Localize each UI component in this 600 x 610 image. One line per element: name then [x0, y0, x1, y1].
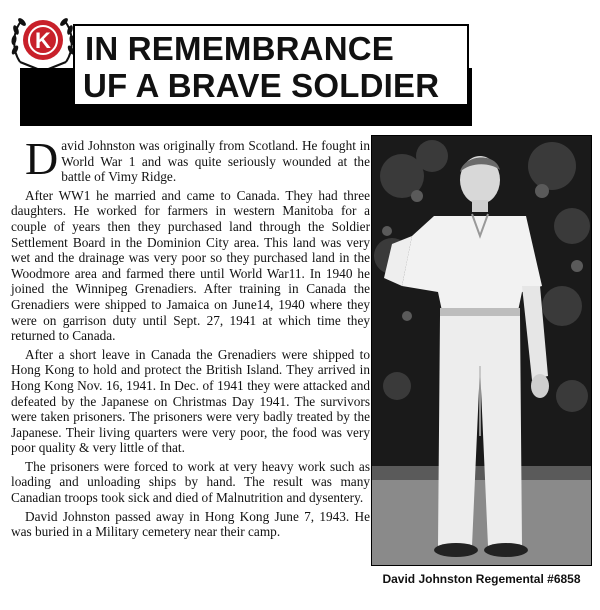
- title-box: [73, 24, 469, 106]
- photo-caption: David Johnston Regemental #6858: [382, 572, 581, 586]
- article-paragraph-5: David Johnston passed away in Hong Kong June 7, 1943. He was buried in a Military cemetery near their camp.: [11, 508, 370, 540]
- soldier-photo: [371, 135, 592, 566]
- paragraph-text: avid Johnston was originally from Scotland. He fought in World War 1 and was quite seriously wounded at the battle of Vimy Ridge.: [61, 138, 370, 185]
- article-body: [11, 133, 370, 543]
- article-paragraph-3: After a short leave in Canada the Grenadiers were shipped to Hong Kong to hold and protect the British Island. They arrived in Hong Kong Nov. 16, 1941. In Dec. of 1941 they were attacked and defeated by the Japanese on Christmas Day 1941. The survivors were taken prisoners. The prisoners were very badly treated by the Japanese. Their living quarters were very poor, the food was very poor quality & very little of that.: [11, 346, 370, 456]
- page-title-line-2: UF A BRAVE SOLDIER: [83, 67, 440, 104]
- logo-emblem: [6, 4, 80, 76]
- drop-cap: D: [25, 133, 59, 184]
- article-paragraph-4: The prisoners were forced to work at very heavy work such as loading and unloading ships by hand. The result was many Canadian troops took sick and died of Malnutrition and dysentery.: [11, 458, 370, 506]
- article-paragraph-1: [11, 133, 370, 185]
- logo-letter: K: [35, 28, 51, 53]
- page-title-line-1: IN REMEMBRANCE: [85, 30, 394, 67]
- article-paragraph-2: After WW1 he married and came to Canada. They had three daughters. He worked for farmers in western Manitoba for a couple of years then they purchased land through the Soldier Settlement Board in the Dominion City area. This land was very wet and the drainage was very poor so they purchased land in the Woodmore area and farmed there until World War11. In 1940 he joined the Winnipeg Grenadiers. After training in Canada the Grenadiers were shipped to Jamaica on June14, 1940 where they were on garrison duty until Sept. 27, 1941 at which time they returned to Canada.: [11, 187, 370, 344]
